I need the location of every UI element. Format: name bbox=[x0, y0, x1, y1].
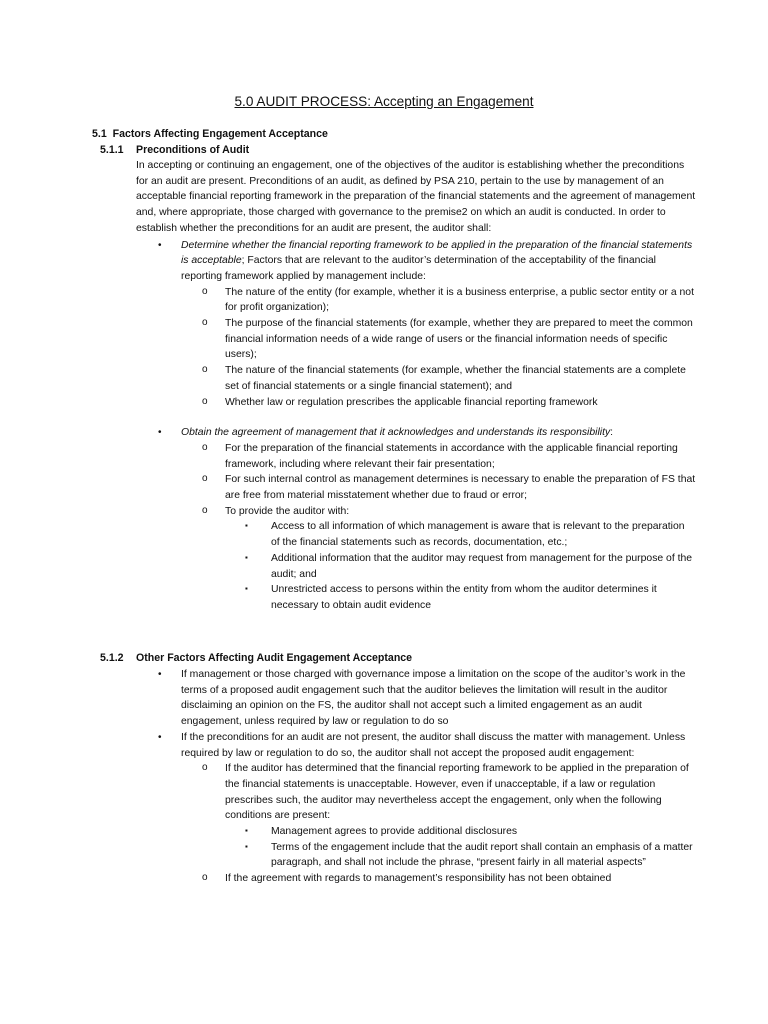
list-item: o For the preparation of the financial statements in accordance with the applicable financial reporting framework, including where relevant their fair presentation; bbox=[202, 441, 678, 470]
circle-marker: o bbox=[202, 762, 208, 774]
square-marker: ▪ bbox=[245, 552, 248, 562]
list-item: o The nature of the financial statements (for example, whether the financial statements are a complete set of financial statements or a single financial statement); and bbox=[202, 364, 686, 392]
list-item: o The nature of the entity (for example, whether it is a business enterprise, a public sector entity or a not for profit organization); bbox=[202, 285, 694, 314]
square-marker: ▪ bbox=[245, 521, 248, 531]
circle-marker: o bbox=[202, 364, 208, 376]
square-marker: ▪ bbox=[245, 826, 248, 836]
other-factors-list bbox=[136, 667, 696, 887]
spacer bbox=[136, 410, 696, 425]
precondition-list bbox=[136, 238, 696, 614]
non-acceptance-list bbox=[181, 761, 696, 887]
list-item: ▪ Additional information that the auditor may request from management for the purpose of the audit; and bbox=[225, 551, 696, 582]
circle-marker: o bbox=[202, 395, 208, 407]
list-item: o For such internal control as management determines is necessary to enable the preparation of FS that are free from material misstatement whether due to fraud or error; bbox=[202, 473, 696, 502]
list-item: • If the preconditions for an audit are not present, the auditor shall discuss the matter with management. Unless required by law or regulation to do so, the auditor shall not accept the proposed audit engagement: o If the auditor has determined that the financial reporting framework to be applied in the preparation of the financial statements is unacceptable. However, even if unacceptable, if a law or regulation prescribes such, the auditor may nevertheless accept the engagement, only when the following conditions are present: ▪ Management agrees to provide additional disclosures ▪ Terms of the engagement include that the audit report shall contain an emphasis of a matter paragraph, and shall not include the phrase, “present fairly in all material aspects” o If the agreement with regards to management’s responsibility has not been obtained bbox=[136, 730, 696, 887]
circle-marker: o bbox=[202, 441, 208, 453]
bullet-marker: • bbox=[158, 427, 162, 439]
section-5-1-1-body bbox=[136, 158, 696, 614]
section-5-1-1-heading: 5.1.1 Preconditions of Audit bbox=[100, 144, 250, 156]
bullet-marker: • bbox=[158, 731, 162, 743]
list-item: o If the agreement with regards to management’s responsibility has not been obtained bbox=[202, 872, 612, 885]
square-marker: ▪ bbox=[245, 584, 248, 594]
circle-marker: o bbox=[202, 285, 208, 297]
list-item: • Obtain the agreement of management that it acknowledges and understands its responsibility: o For the preparation of the financial statements in accordance with the applicable financial reporting framework, including where relevant their fair presentation; o For such internal control as management determines is necessary to enable the preparation of FS that are free from material misstatement whether due to fraud or error; o To provide the auditor with: ▪ Access to all information of which management is aware that is relevant to the preparation of the financial statements such as records, documentation, etc.; ▪ Additional information that the auditor may request from management for the purpose of the audit; and ▪ Unrestricted access to persons within the entity from whom the auditor determines it necessary to obtain audit evidence bbox=[136, 425, 696, 613]
list-item: ▪ Management agrees to provide additional disclosures bbox=[225, 824, 696, 840]
list-item: o Whether law or regulation prescribes the applicable financial reporting framework bbox=[202, 395, 598, 408]
management-responsibility-list bbox=[181, 441, 696, 614]
auditor-access-list bbox=[225, 519, 696, 613]
section-5-1-2-heading: 5.1.2 Other Factors Affecting Audit Engagement Acceptance bbox=[100, 652, 413, 664]
list-item: ▪ Access to all information of which management is aware that is relevant to the preparation of the financial statements such as records, documentation, etc.; bbox=[225, 519, 696, 550]
list-item: ▪ Unrestricted access to persons within the entity from whom the auditor determines it necessary to obtain audit evidence bbox=[225, 582, 696, 613]
circle-marker: o bbox=[202, 872, 208, 884]
list-item: o To provide the auditor with: ▪ Access to all information of which management is aware that is relevant to the preparation of the financial statements such as records, documentation, etc.; ▪ Additional information that the auditor may request from management for the purpose of the audit; and ▪ Unrestricted access to persons within the entity from whom the auditor determines it necessary to obtain audit evidence bbox=[181, 504, 696, 614]
list-item: ▪ Terms of the engagement include that the audit report shall contain an emphasis of a matter paragraph, and shall not include the phrase, “present fairly in all material aspects” bbox=[225, 840, 696, 871]
circle-marker: o bbox=[202, 504, 208, 516]
intro-paragraph: In accepting or continuing an engagement, one of the objectives of the auditor is establishing whether the preconditions for an audit are present. Preconditions of an audit, as defined by PSA 210, pertain to the use by management of an acceptable financial reporting framework in the preparation of the financial statements and the agreement of management and, where appropriate, those charged with governance to the premise2 on which an audit is conducted. In order to establish whether the preconditions for an audit are present, the auditor shall: bbox=[136, 160, 696, 234]
section-5-1-2-body bbox=[136, 667, 696, 887]
document-title: 5.0 AUDIT PROCESS: Accepting an Engagement bbox=[234, 94, 534, 109]
circle-marker: o bbox=[202, 473, 208, 485]
section-5-1-heading: 5.1 Factors Affecting Engagement Acceptance bbox=[92, 128, 328, 140]
framework-factor-list bbox=[181, 285, 696, 411]
bullet-marker: • bbox=[158, 239, 162, 251]
square-marker: ▪ bbox=[245, 841, 248, 851]
conditions-list bbox=[225, 824, 696, 871]
circle-marker: o bbox=[202, 317, 208, 329]
list-item: • If management or those charged with governance impose a limitation on the scope of the auditor’s work in the terms of a proposed audit engagement such that the auditor believes the limitation will result in the auditor disclaiming an opinion on the FS, the auditor shall not accept such a limited engagement as an audit engagement, unless required by law or regulation to do so bbox=[158, 669, 686, 728]
list-item: o The purpose of the financial statements (for example, whether they are prepared to meet the common financial information needs of a wide range of users or the financial information needs of specific users); bbox=[202, 317, 693, 361]
list-item: o If the auditor has determined that the financial reporting framework to be applied in the preparation of the financial statements is unacceptable. However, even if unacceptable, if a law or regulation prescribes such, the auditor may nevertheless accept the engagement, only when the following conditions are present: ▪ Management agrees to provide additional disclosures ▪ Terms of the engagement include that the audit report shall contain an emphasis of a matter paragraph, and shall not include the phrase, “present fairly in all material aspects” bbox=[181, 761, 696, 871]
list-item: • Determine whether the financial reporting framework to be applied in the preparation of the financial statements is acceptable; Factors that are relevant to the auditor’s determination of the acceptability of the financial reporting framework applied by management include: o The nature of the entity (for example, whether it is a business enterprise, a public sector entity or a not for profit organization); o The purpose of the financial statements (for example, whether they are prepared to meet the common financial information needs of a wide range of users or the financial information needs of specific users); o The nature of the financial statements (for example, whether the financial statements are a complete set of financial statements or a single financial statement); and o Whether law or regulation prescribes the applicable financial reporting framework bbox=[136, 238, 696, 411]
bullet-marker: • bbox=[158, 669, 162, 680]
